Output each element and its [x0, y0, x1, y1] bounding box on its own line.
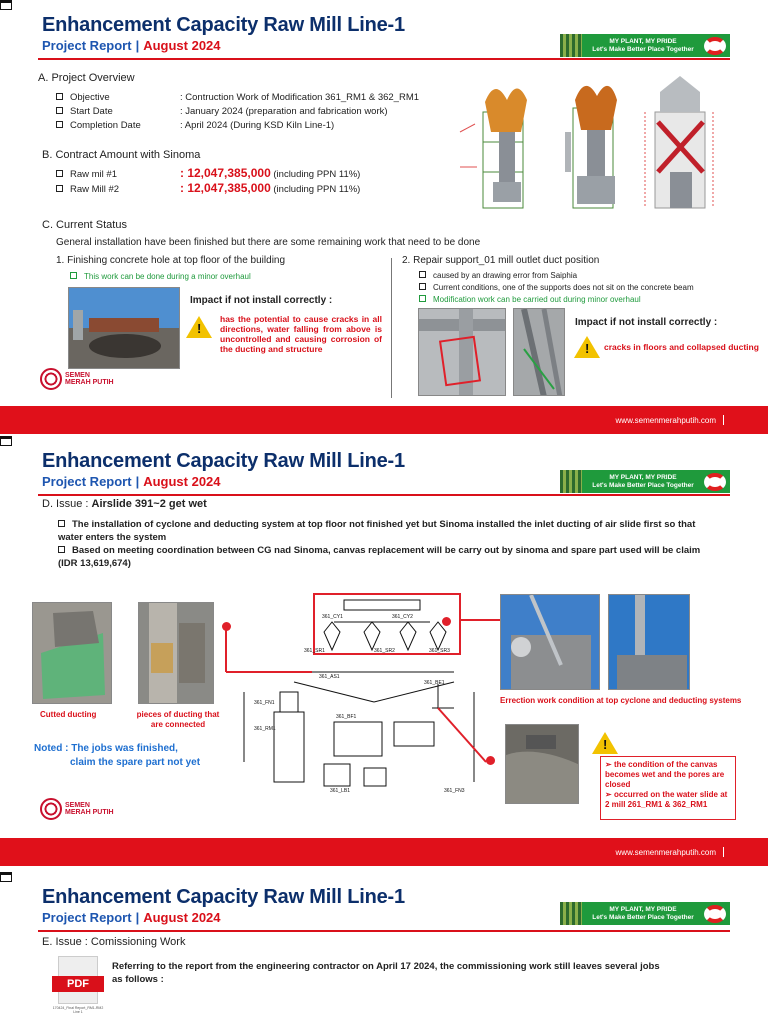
- noted-line-1: Noted : The jobs was finished,: [34, 743, 178, 754]
- erection-photo-2: [608, 594, 690, 690]
- logo-emblem-icon: [40, 368, 62, 390]
- item2-impact-text: cracks in floors and collapsed ducting: [604, 342, 759, 352]
- checkbox-icon: [56, 107, 63, 114]
- page-subtitle: Project Report | August 2024: [42, 38, 221, 53]
- svg-text:361_CY1: 361_CY1: [322, 614, 343, 620]
- canvas-condition-box: ➢ the condition of the canvas becomes wet and the pores are closed ➢ occurred on the water slide at 2 mill 261_RM1 & 362_RM1: [600, 756, 736, 820]
- checkbox-icon: [419, 271, 426, 278]
- cutted-ducting-photo: [32, 602, 112, 704]
- slide-corner-icon: [0, 0, 12, 10]
- svg-text:361_BF1: 361_BF1: [336, 714, 357, 720]
- concrete-hole-photo: [68, 287, 180, 369]
- section-e-heading: E. Issue : Comissioning Work: [42, 936, 186, 948]
- section-b-heading: B. Contract Amount with Sinoma: [42, 149, 201, 161]
- footer-url[interactable]: www.semenmerahputih.com: [615, 416, 716, 425]
- company-logo: SEMEN MERAH PUTIH: [40, 368, 114, 390]
- overview-row: Completion Date : April 2024 (During KSD Kiln Line-1): [56, 120, 334, 131]
- raw-mill-illustrations: [455, 72, 730, 220]
- item2-title: 2. Repair support_01 mill outlet duct position: [402, 255, 600, 266]
- header-divider: [38, 930, 730, 932]
- pdf-filename: 170424_Final Report_RM1-RM2 Line 1: [52, 1006, 104, 1014]
- slide-corner-icon: [0, 436, 12, 446]
- item1-title: 1. Finishing concrete hole at top floor of the building: [56, 255, 286, 266]
- pdf-label: PDF: [52, 976, 104, 992]
- support-photo-1: [418, 308, 506, 396]
- item1-impact-text: has the potential to cause cracks in all directions, water falling from above is uncontrolled and causing corrosion of the ducting and structure: [220, 314, 382, 354]
- warning-icon: [186, 316, 212, 338]
- checkbox-icon: [58, 520, 65, 527]
- pdf-attachment[interactable]: [52, 956, 104, 1014]
- item1-note: This work can be done during a minor overhaul: [70, 272, 251, 281]
- item1-impact-title: Impact if not install correctly :: [190, 295, 333, 306]
- checkbox-icon: [70, 272, 77, 279]
- page-title: Enhancement Capacity Raw Mill Line-1: [42, 886, 405, 908]
- lifebuoy-icon: [704, 37, 726, 55]
- header-divider: [38, 58, 730, 60]
- svg-text:361_FN3: 361_FN3: [444, 788, 465, 794]
- svg-text:361_BE1: 361_BE1: [424, 680, 445, 686]
- company-logo: SEMEN MERAH PUTIH: [40, 798, 114, 820]
- footer-url[interactable]: www.semenmerahputih.com: [615, 848, 716, 857]
- slide-3: [0, 872, 768, 1024]
- status-intro: General installation have been finished but there are some remaining work that need to be done: [56, 237, 481, 248]
- slogan-banner: MY PLANT, MY PRIDE Let's Make Better Place Together: [560, 34, 730, 57]
- marker-dot: [442, 617, 451, 626]
- page-title: Enhancement Capacity Raw Mill Line-1: [42, 14, 405, 36]
- overview-row: Start Date : January 2024 (preparation and fabrication work): [56, 106, 388, 117]
- item2-impact-title: Impact if not install correctly :: [575, 317, 718, 328]
- contract-row: Raw mil #1 : 12,047,385,000 (including PPN 11%): [56, 166, 360, 180]
- svg-text:361_SR2: 361_SR2: [374, 648, 395, 654]
- footer-bar: [0, 406, 768, 434]
- marker-dot: [486, 756, 495, 765]
- issue-bullet: Based on meeting coordination between CG nad Sinoma, canvas replacement will be carry out by sinoma and spare part used will be claim (IDR 13,619,674): [58, 545, 701, 569]
- checkbox-icon: [419, 295, 426, 302]
- checkbox-icon: [419, 283, 426, 290]
- warning-icon: [592, 732, 618, 754]
- mill-model-1: [460, 89, 527, 209]
- workers-image: [560, 34, 582, 57]
- svg-text:361_LB1: 361_LB1: [330, 788, 351, 794]
- noted-line-2: claim the spare part not yet: [70, 757, 201, 768]
- commissioning-text: Referring to the report from the engineering contractor on April 17 2024, the commissioning work still leaves several jobs as follows :: [112, 961, 660, 985]
- overview-row: Objective : Contruction Work of Modification 361_RM1 & 362_RM1: [56, 92, 419, 103]
- contract-row: Raw Mill #2 : 12,047,385,000 (including PPN 11%): [56, 181, 360, 195]
- svg-text:361_FN1: 361_FN1: [254, 700, 275, 706]
- process-schematic-diagram: [224, 592, 500, 804]
- erection-photo-1: [500, 594, 600, 690]
- section-d-heading: D. Issue : Airslide 391~2 get wet: [42, 498, 207, 510]
- page-title: Enhancement Capacity Raw Mill Line-1: [42, 450, 405, 472]
- warning-icon: [574, 336, 600, 358]
- checkbox-icon: [56, 170, 63, 177]
- page-subtitle: Project Report | August 2024: [42, 474, 221, 489]
- section-a-heading: A. Project Overview: [38, 72, 135, 84]
- caption-connected-ducting: pieces of ducting that are connected: [136, 710, 220, 729]
- item2-green-bullet: Modification work can be carried out during minor overhaul: [419, 295, 641, 304]
- slide-1: [0, 0, 768, 436]
- column-divider: [391, 258, 392, 398]
- section-c-heading: C. Current Status: [42, 219, 127, 231]
- support-photo-2: [513, 308, 565, 396]
- slide-2: [0, 436, 768, 872]
- checkbox-icon: [56, 121, 63, 128]
- lifebuoy-icon: [704, 473, 726, 491]
- slogan-banner: MY PLANT, MY PRIDE Let's Make Better Place Together: [560, 902, 730, 925]
- issue-bullet: The installation of cyclone and deducting system at top floor not finished yet but Sinoma installed the inlet ducting of air slide first so that water enters the system: [58, 519, 696, 543]
- connected-ducting-photo: [138, 602, 214, 704]
- wet-canvas-photo: [505, 724, 579, 804]
- slide-corner-icon: [0, 872, 12, 882]
- logo-emblem-icon: [40, 798, 62, 820]
- checkbox-icon: [58, 546, 65, 553]
- svg-text:361_CY2: 361_CY2: [392, 614, 413, 620]
- svg-text:361_RM1: 361_RM1: [254, 726, 276, 732]
- workers-image: [560, 470, 582, 493]
- marker-dot: [222, 622, 231, 631]
- svg-text:361_AS1: 361_AS1: [319, 674, 340, 680]
- svg-text:361_SR3: 361_SR3: [429, 648, 450, 654]
- item2-bullet: Current conditions, one of the supports does not sit on the concrete beam: [419, 283, 694, 292]
- checkbox-icon: [56, 185, 63, 192]
- svg-text:361_SR1: 361_SR1: [304, 648, 325, 654]
- checkbox-icon: [56, 93, 63, 100]
- header-divider: [38, 494, 730, 496]
- mill-model-2: [565, 86, 617, 208]
- slogan-banner: MY PLANT, MY PRIDE Let's Make Better Place Together: [560, 470, 730, 493]
- footer-bar: [0, 838, 768, 866]
- caption-cutted-ducting: Cutted ducting: [40, 710, 97, 719]
- mill-model-3: [645, 76, 713, 208]
- lifebuoy-icon: [704, 905, 726, 923]
- workers-image: [560, 902, 582, 925]
- item2-bullet: caused by an drawing error from Saiphia: [419, 271, 577, 280]
- page-subtitle: Project Report | August 2024: [42, 910, 221, 925]
- caption-erection: Errection work condition at top cyclone and deducting systems: [500, 696, 742, 705]
